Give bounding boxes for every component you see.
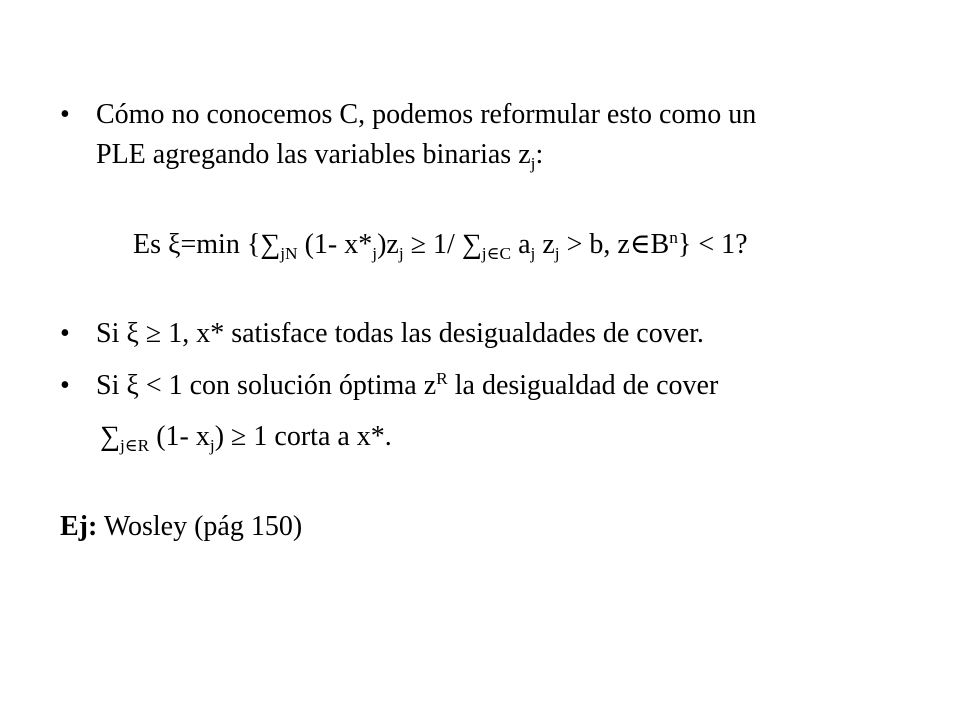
item1-line2-end: : [535,139,544,170]
item3-continuation [100,421,392,456]
item3-sup: R [436,369,448,389]
cont-part: (1- x [149,421,210,452]
bullet-3: • [60,370,70,401]
example-label: Ej: [60,511,98,542]
formula-sub: j [530,244,536,264]
formula-part: > b, z∈B [559,229,670,260]
example-text: Wosley (pág 150) [97,511,303,542]
formula-sub: j [372,244,378,264]
cont-part: ) ≥ 1 corta a x*. [214,421,392,452]
cont-part: ∑ [100,421,120,452]
item1-line2 [96,139,544,174]
formula-sub: jN [280,244,298,264]
item2-text: Si ξ ≥ 1, x* satisface todas las desigualdades de cover. [96,318,704,349]
formula-sup: n [669,228,678,248]
bullet-2: • [60,318,70,349]
item1-line2-sub: j [530,154,536,174]
formula-sub: j [554,244,560,264]
formula-line [133,228,748,264]
formula-part: } < 1? [677,229,748,260]
formula-part: )z [377,229,399,260]
formula-part: z [535,229,555,260]
formula-sub: j [398,244,404,264]
formula-sub: j∈C [481,244,512,264]
item1-line1: Cómo no conocemos C, podemos reformular esto como un [96,99,757,130]
item3-line [96,370,718,402]
cont-sub: j∈R [119,436,150,456]
cont-sub: j [209,436,215,456]
item1-line2-text: PLE agregando las variables binarias z [96,139,531,170]
formula-part: (1- x* [297,229,373,260]
item3-text-a: Si ξ < 1 con solución óptima z [96,370,437,401]
item3-text-b: la desigualdad de cover [447,370,719,401]
formula-part: ≥ 1/ ∑ [403,229,482,260]
formula-part: a [511,229,531,260]
bullet-1: • [60,99,70,130]
example-line [60,511,302,543]
formula-part: Es ξ=min {∑ [133,229,281,260]
